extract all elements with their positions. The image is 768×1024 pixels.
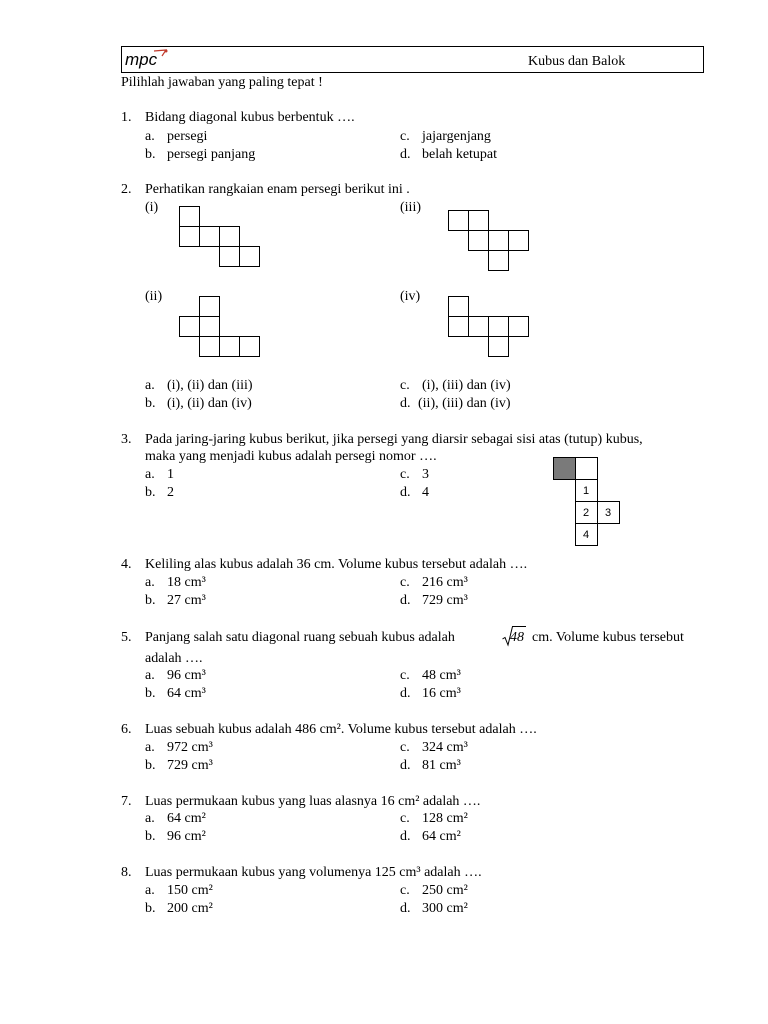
shaded-square xyxy=(554,458,576,480)
q7-option-b-letter: b. xyxy=(145,829,156,844)
figure-label-iv: (iv) xyxy=(400,289,421,304)
instruction: Pilihlah jawaban yang paling tepat ! xyxy=(121,75,323,90)
q8-text: Luas permukaan kubus yang volumenya 125 cm³ adalah …. xyxy=(145,865,482,880)
q8-number: 8. xyxy=(121,865,132,880)
q6-option-b-letter: b. xyxy=(145,758,156,773)
q2-option-b-letter: b. xyxy=(145,396,156,411)
mpc-logo xyxy=(124,47,172,71)
grid-number-4: 4 xyxy=(583,529,590,541)
q6-option-c-letter: c. xyxy=(400,740,410,755)
q3-text-line2: maka yang menjadi kubus adalah persegi nomor …. xyxy=(145,449,437,464)
q5-text-line2: adalah …. xyxy=(145,651,203,666)
q1-option-d-letter: d. xyxy=(400,147,411,162)
q7-number: 7. xyxy=(121,794,132,809)
q4-option-b[interactable]: 27 cm³ xyxy=(167,593,206,608)
q3-option-d-letter: d. xyxy=(400,485,411,500)
net-figure-iii xyxy=(447,209,529,271)
q6-number: 6. xyxy=(121,722,132,737)
q1-option-a-letter: a. xyxy=(145,129,155,144)
q7-option-d[interactable]: 64 cm² xyxy=(422,829,461,844)
sqrt-value: 48 xyxy=(510,630,524,645)
q3-option-b[interactable]: 2 xyxy=(167,485,174,500)
q4-option-c[interactable]: 216 cm³ xyxy=(422,575,468,590)
q8-option-c-letter: c. xyxy=(400,883,410,898)
q6-option-c[interactable]: 324 cm³ xyxy=(422,740,468,755)
q5-text-part1: Panjang salah satu diagonal ruang sebuah kubus adalah xyxy=(145,630,455,645)
svg-text:mpc: mpc xyxy=(125,50,158,69)
grid-number-1: 1 xyxy=(583,485,590,497)
q8-option-c[interactable]: 250 cm² xyxy=(422,883,468,898)
q6-option-a[interactable]: 972 cm³ xyxy=(167,740,213,755)
q5-text-part2: cm. Volume kubus tersebut xyxy=(532,630,684,645)
q5-option-b[interactable]: 64 cm³ xyxy=(167,686,206,701)
q2-option-d-letter: d. xyxy=(400,396,411,411)
q8-option-b[interactable]: 200 cm² xyxy=(167,901,213,916)
grid-number-2: 2 xyxy=(583,507,590,519)
grid-number-3: 3 xyxy=(605,507,612,519)
q4-option-b-letter: b. xyxy=(145,593,156,608)
q5-option-c[interactable]: 48 cm³ xyxy=(422,668,461,683)
q1-option-d[interactable]: belah ketupat xyxy=(422,147,498,162)
q8-option-d-letter: d. xyxy=(400,901,411,916)
q7-option-c-letter: c. xyxy=(400,811,410,826)
q4-option-d[interactable]: 729 cm³ xyxy=(422,593,468,608)
q1-option-b-letter: b. xyxy=(145,147,156,162)
q7-text: Luas permukaan kubus yang luas alasnya 16 cm² adalah …. xyxy=(145,794,481,809)
q2-option-c[interactable]: (i), (iii) dan (iv) xyxy=(422,378,511,393)
q4-option-c-letter: c. xyxy=(400,575,410,590)
q6-text: Luas sebuah kubus adalah 486 cm². Volume kubus tersebut adalah …. xyxy=(145,722,537,737)
q7-option-a-letter: a. xyxy=(145,811,155,826)
q5-option-a[interactable]: 96 cm³ xyxy=(167,668,206,683)
header-title: Kubus dan Balok xyxy=(528,54,626,69)
q1-option-c[interactable]: jajargenjang xyxy=(422,129,491,144)
figure-label-iii: (iii) xyxy=(400,200,421,215)
q4-option-a[interactable]: 18 cm³ xyxy=(167,575,206,590)
q7-option-a[interactable]: 64 cm² xyxy=(167,811,206,826)
q5-option-c-letter: c. xyxy=(400,668,410,683)
q8-option-d[interactable]: 300 cm² xyxy=(422,901,468,916)
q3-option-a-letter: a. xyxy=(145,467,155,482)
q3-option-a[interactable]: 1 xyxy=(167,467,174,482)
q6-option-d-letter: d. xyxy=(400,758,411,773)
q4-text: Keliling alas kubus adalah 36 cm. Volume kubus tersebut adalah …. xyxy=(145,557,528,572)
q2-number: 2. xyxy=(121,182,132,197)
q3-option-c[interactable]: 3 xyxy=(422,467,429,482)
q6-option-b[interactable]: 729 cm³ xyxy=(167,758,213,773)
figure-label-ii: (ii) xyxy=(145,289,163,304)
net-figure-ii xyxy=(178,295,260,357)
net-figure-iv xyxy=(447,295,529,357)
figure-label-i: (i) xyxy=(145,200,159,215)
q8-option-a-letter: a. xyxy=(145,883,155,898)
q5-option-a-letter: a. xyxy=(145,668,155,683)
q1-option-b[interactable]: persegi panjang xyxy=(167,147,256,162)
q3-option-b-letter: b. xyxy=(145,485,156,500)
q3-text-line1: Pada jaring-jaring kubus berikut, jika persegi yang diarsir sebagai sisi atas (tutup) kubus, xyxy=(145,432,643,447)
q7-option-c[interactable]: 128 cm² xyxy=(422,811,468,826)
q2-option-b[interactable]: (i), (ii) dan (iv) xyxy=(167,396,252,411)
q4-option-a-letter: a. xyxy=(145,575,155,590)
q2-option-c-letter: c. xyxy=(400,378,410,393)
q7-option-d-letter: d. xyxy=(400,829,411,844)
q2-option-a[interactable]: (i), (ii) dan (iii) xyxy=(167,378,253,393)
q8-option-b-letter: b. xyxy=(145,901,156,916)
q5-option-d-letter: d. xyxy=(400,686,411,701)
q7-option-b[interactable]: 96 cm² xyxy=(167,829,206,844)
q8-option-a[interactable]: 150 cm² xyxy=(167,883,213,898)
net-figure-i xyxy=(178,205,260,267)
q2-text: Perhatikan rangkaian enam persegi berikut ini . xyxy=(145,182,410,197)
q1-option-c-letter: c. xyxy=(400,129,410,144)
q1-text: Bidang diagonal kubus berbentuk …. xyxy=(145,110,355,125)
q1-option-a[interactable]: persegi xyxy=(167,129,208,144)
q3-option-c-letter: c. xyxy=(400,467,410,482)
q6-option-d[interactable]: 81 cm³ xyxy=(422,758,461,773)
q1-number: 1. xyxy=(121,110,132,125)
q4-option-d-letter: d. xyxy=(400,593,411,608)
q5-option-b-letter: b. xyxy=(145,686,156,701)
q2-option-d[interactable]: (ii), (iii) dan (iv) xyxy=(418,396,511,411)
q5-option-d[interactable]: 16 cm³ xyxy=(422,686,461,701)
q3-number: 3. xyxy=(121,432,132,447)
q3-option-d[interactable]: 4 xyxy=(422,485,429,500)
q2-option-a-letter: a. xyxy=(145,378,155,393)
q4-number: 4. xyxy=(121,557,132,572)
q6-option-a-letter: a. xyxy=(145,740,155,755)
q5-number: 5. xyxy=(121,630,132,645)
